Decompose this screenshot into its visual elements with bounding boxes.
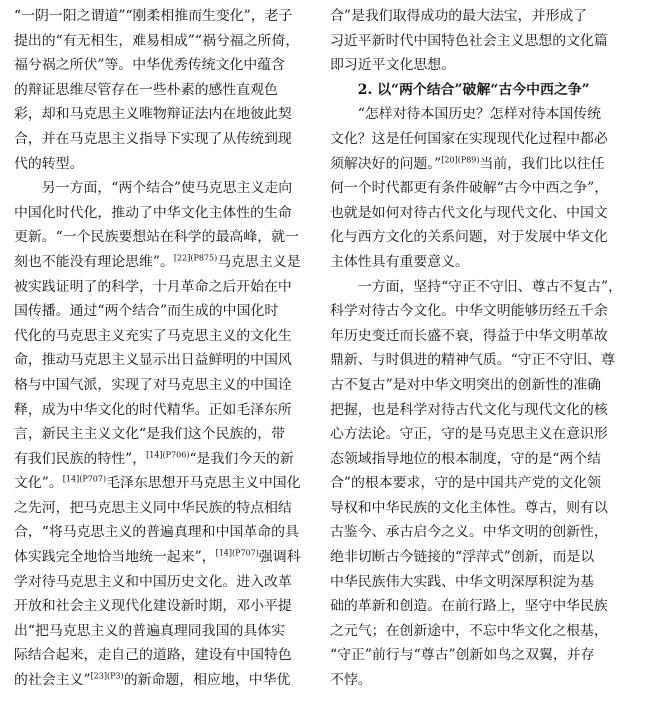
- text-segment: 态领域指导地位的根本制度，守的是“两个结: [330, 450, 602, 467]
- text-segment: 文化”。: [14, 475, 63, 492]
- text-line: [330, 447, 636, 472]
- left-column: [14, 4, 320, 693]
- text-line: [330, 152, 636, 177]
- text-line: [330, 422, 636, 447]
- text-line: [330, 398, 636, 423]
- text-line: [330, 4, 636, 29]
- text-segment: 绝非切断古今链接的“浮萍式”创新，而是以: [330, 549, 595, 566]
- text-line: [14, 520, 320, 545]
- text-segment: 合”的根本要求，守的是中国共产党的文化领: [330, 475, 602, 492]
- text-segment: 的新命题，相应地，中华优: [123, 672, 291, 689]
- text-segment: 福兮祸之所伏”等。中华优秀传统文化中蕴含: [14, 57, 286, 74]
- text-segment: 体实践完全地恰当地统一起来”，: [14, 549, 216, 566]
- text-line: [14, 324, 320, 349]
- text-segment: 把握，也是科学对待古代文化与现代文化的核: [330, 401, 608, 418]
- text-line: [14, 201, 320, 226]
- text-line: [330, 176, 636, 201]
- text-segment: 格与中国气派，实现了对马克思主义的中国诠: [14, 376, 292, 393]
- text-segment: 出“把马克思主义的普遍真理同我国的具体实: [14, 622, 286, 639]
- text-line: [14, 668, 320, 693]
- text-segment: 提出的“有无相生，难易相成”“祸兮福之所倚，: [14, 32, 300, 49]
- text-segment: 刻也不能没有理论思维”。: [14, 253, 174, 270]
- text-line: [330, 348, 636, 373]
- text-segment: 的社会主义”: [14, 672, 91, 689]
- text-segment: 释，成为中华文化的时代精华。正如毛泽东所: [14, 401, 292, 418]
- text-line: [14, 422, 320, 447]
- text-segment: 须解决好的问题。”: [330, 155, 442, 172]
- text-segment: 国传播。通过“两个结合”而生成的中国化时: [14, 303, 279, 320]
- citation-marker: [14](P707): [215, 548, 259, 558]
- text-segment: 际结合起来，走自己的道路，建设有中国特色: [14, 647, 292, 664]
- text-line: [330, 299, 636, 324]
- text-line: [14, 299, 320, 324]
- text-segment: 学对待马克思主义和中国历史文化。进入改革: [14, 573, 292, 590]
- text-line: [14, 152, 320, 177]
- text-segment: 鼎新、与时俱进的精神气质。“守正不守旧、尊: [330, 352, 615, 369]
- text-segment: 何一个时代都更有条件破解“古今中西之争”，: [330, 180, 609, 197]
- text-segment: 之先河，把马克思主义同中华民族的特点相结: [14, 499, 292, 516]
- text-line: [14, 176, 320, 201]
- text-segment: 2. 以“两个结合”破解“古今中西之争”: [330, 81, 590, 98]
- text-segment: 心方法论。守正，守的是马克思主义在意识形: [330, 426, 608, 443]
- text-line: [14, 275, 320, 300]
- text-line: [330, 250, 636, 275]
- text-segment: 马克思主义是: [217, 253, 301, 270]
- text-line: [330, 53, 636, 78]
- text-line: [14, 643, 320, 668]
- text-segment: 被实践证明了的科学，十月革命之后开始在中: [14, 278, 292, 295]
- text-segment: 础的革新和创造。在前行路上，坚守中华民族: [330, 598, 608, 615]
- text-line: [14, 348, 320, 373]
- text-line: [14, 102, 320, 127]
- text-line: [330, 520, 636, 545]
- text-segment: “怎样对待本国历史？怎样对待本国传统: [330, 106, 602, 123]
- text-segment: 彩，却和马克思主义唯物辩证法内在地彼此契: [14, 106, 292, 123]
- citation-marker: [20](P89): [441, 154, 480, 164]
- text-line: [14, 53, 320, 78]
- text-segment: 毛泽东思想开马克思主义中国化: [106, 475, 301, 492]
- text-segment: 更新。“一个民族要想站在科学的最高峰，就一: [14, 229, 299, 246]
- text-line: [14, 78, 320, 103]
- text-segment: 科学对待古今文化。中华文明能够历经五千余: [330, 303, 608, 320]
- text-line: [14, 373, 320, 398]
- text-segment: 有我们民族的特性”，: [14, 450, 147, 467]
- citation-marker: [23](P3): [90, 671, 124, 681]
- text-segment: 古鉴今、承古启今之义。中华文明的创新性，: [330, 524, 608, 541]
- text-segment: 合”是我们取得成功的最大法宝，并形成了: [330, 8, 588, 24]
- text-line: [330, 102, 636, 127]
- text-segment: “守正”前行与“尊古”创新如鸟之双翼，并存: [330, 647, 595, 664]
- text-segment: 命，推动马克思主义显示出日益鲜明的中国风: [14, 352, 292, 369]
- text-line: [14, 29, 320, 54]
- text-segment: 中国化时代化，推动了中华文化主体性的生命: [14, 204, 292, 221]
- text-segment: 代化的马克思主义充实了马克思主义的文化生: [14, 327, 292, 344]
- text-line: [330, 373, 636, 398]
- text-line: [14, 570, 320, 595]
- text-line: [330, 471, 636, 496]
- citation-marker: [14](P707): [62, 474, 107, 484]
- text-segment: 的辩证思维尽管存在一些朴素的感性直观色: [14, 81, 278, 98]
- text-line: [330, 643, 636, 668]
- text-segment: 言，新民主主义文化“是我们这个民族的，带: [14, 426, 286, 443]
- text-segment: 合，并在马克思主义指导下实现了从传统到现: [14, 130, 292, 147]
- text-line: [14, 594, 320, 619]
- text-segment: 中华民族伟大实践、中华文明深厚积淀为基: [330, 573, 594, 590]
- text-line: [14, 447, 320, 472]
- text-segment: 另一方面，“两个结合”使马克思主义走向: [14, 180, 293, 197]
- text-segment: 古不复古”是对中华文明突出的创新性的准确: [330, 376, 602, 393]
- text-segment: 强调科: [258, 549, 301, 566]
- text-line: [14, 545, 320, 570]
- text-line: [14, 471, 320, 496]
- text-line: [14, 225, 320, 250]
- text-segment: 之元气；在创新途中，不忘中华文化之根基，: [330, 622, 608, 639]
- text-line: [14, 4, 320, 29]
- text-line: [14, 619, 320, 644]
- text-segment: 年历史变迁而长盛不衰，得益于中华文明革故: [330, 327, 608, 344]
- text-segment: 主体性具有重要意义。: [330, 253, 469, 270]
- text-segment: 即习近平文化思想。: [330, 57, 456, 74]
- text-line: [14, 496, 320, 521]
- text-line: [330, 201, 636, 226]
- text-line: [330, 668, 636, 693]
- text-line: [330, 225, 636, 250]
- text-line: [330, 496, 636, 521]
- text-line: [330, 275, 636, 300]
- text-segment: 也就是如何对待古代文化与现代文化、中国文: [330, 204, 608, 221]
- text-segment: 文化？这是任何国家在实现现代化过程中都必: [330, 130, 608, 147]
- right-column: [330, 4, 636, 693]
- text-line: [330, 594, 636, 619]
- text-line: [330, 570, 636, 595]
- text-segment: 当前，我们比以往任: [479, 155, 605, 172]
- text-segment: 化与西方文化的关系问题，对于发展中华文化: [330, 229, 608, 246]
- citation-marker: [14](P706): [146, 450, 190, 460]
- text-segment: 习近平新时代中国特色社会主义思想的文化篇: [330, 32, 608, 49]
- text-line: [14, 127, 320, 152]
- text-segment: 不悖。: [330, 672, 372, 689]
- text-line: [14, 250, 320, 275]
- text-segment: 代的转型。: [14, 155, 84, 172]
- citation-marker: [22](P875): [173, 253, 218, 263]
- text-line: [14, 398, 320, 423]
- text-line: [330, 545, 636, 570]
- text-segment: “一阴一阳之谓道”“刚柔相推而生变化”，老子: [14, 8, 293, 24]
- text-segment: 导权和中华民族的文化主体性。尊古，则有以: [330, 499, 608, 516]
- text-line: [330, 29, 636, 54]
- text-segment: 合，“将马克思主义的普遍真理和中国革命的具: [14, 524, 299, 541]
- section-heading: [330, 78, 636, 103]
- text-segment: “是我们今天的新: [189, 450, 294, 467]
- text-segment: 开放和社会主义现代化建设新时期，邓小平提: [14, 598, 292, 615]
- text-line: [330, 127, 636, 152]
- text-line: [330, 619, 636, 644]
- text-segment: 一方面，坚持“守正不守旧、尊古不复古”，: [330, 278, 623, 295]
- text-line: [330, 324, 636, 349]
